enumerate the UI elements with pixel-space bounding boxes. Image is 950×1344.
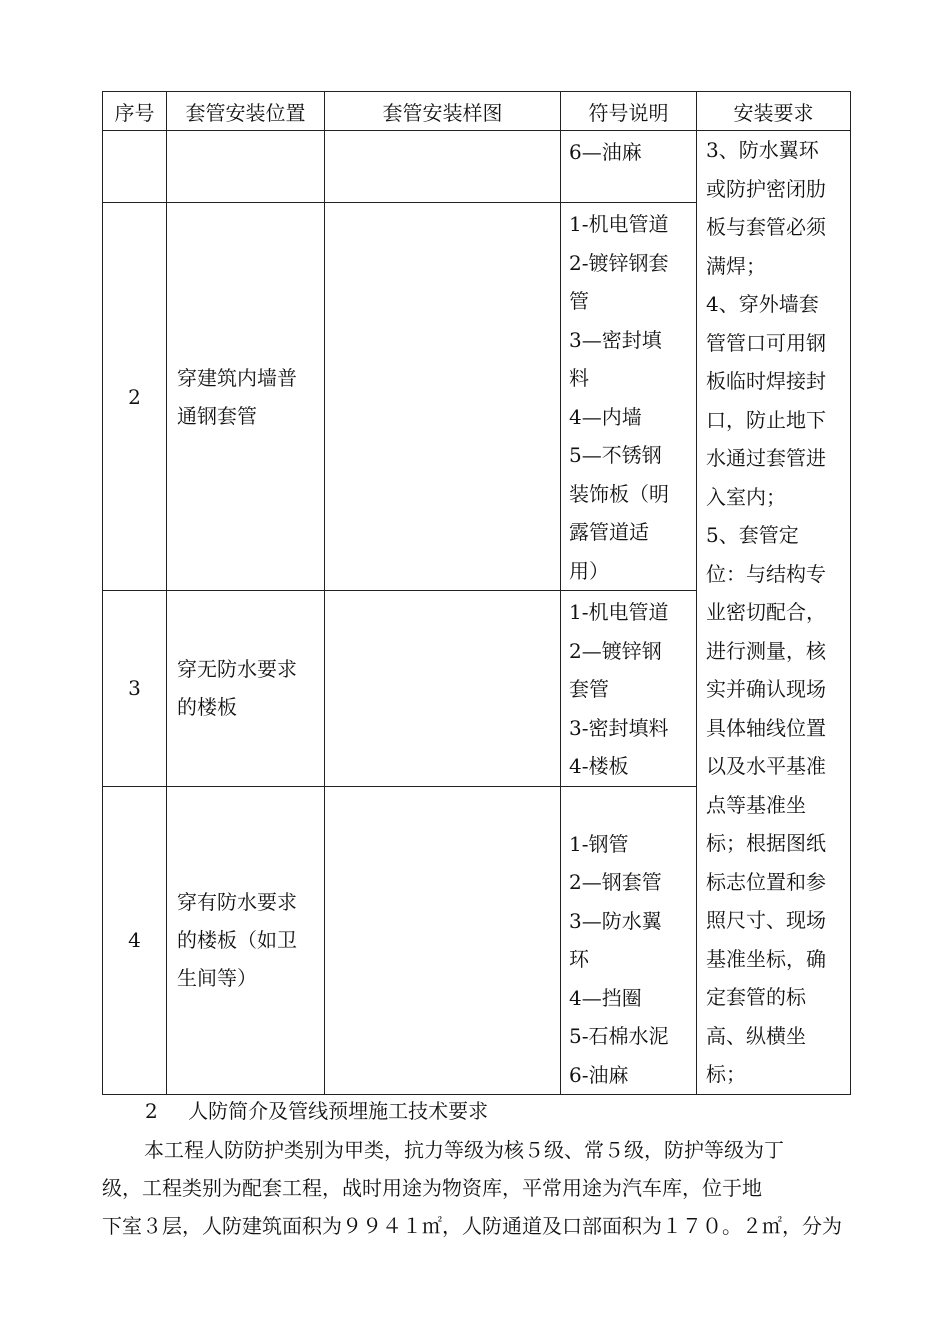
diagram-cell <box>325 591 561 787</box>
seq-cell: 4 <box>103 786 167 1095</box>
symbol-item: 4-楼板 <box>569 754 629 778</box>
symbol-item: 露管道适 <box>569 520 649 544</box>
location-line: 穿建筑内墙普 <box>177 365 297 390</box>
requirement-line: 高、纵横坐 <box>706 1023 806 1048</box>
requirement-line: 标志位置和参 <box>706 869 826 894</box>
symbol-item: 料 <box>569 366 589 390</box>
symbol-item: 3—防水翼 <box>569 908 662 933</box>
requirement-line: 3、防水翼环 <box>706 138 819 162</box>
requirement-line: 4、穿外墙套 <box>706 292 819 316</box>
symbol-item: 5—不锈钢 <box>569 443 662 467</box>
table-row <box>103 131 851 203</box>
body-paragraph-line: 下室３层，人防建筑面积为９９４１㎡，人防通道及口部面积为１７０。２㎡，分为 <box>102 1214 842 1238</box>
symbol-item: 3—密封填 <box>569 327 662 352</box>
symbols-cell <box>561 786 697 1095</box>
requirement-line: 业密切配合， <box>706 600 826 624</box>
location-cell <box>167 131 325 203</box>
symbol-item: 4—内墙 <box>569 404 642 429</box>
symbol-item: 3-密封填料 <box>569 715 669 740</box>
requirements-cell <box>697 131 851 1095</box>
requirement-line: 定套管的标 <box>706 985 806 1009</box>
requirement-line: 满焊； <box>706 253 766 278</box>
section-number: 2 <box>145 1099 158 1123</box>
symbol-item: 1-机电管道 <box>569 212 669 236</box>
diagram-cell <box>325 786 561 1095</box>
table-header-row <box>103 92 851 131</box>
requirement-line: 水通过套管进 <box>706 446 826 470</box>
location-line: 穿无防水要求 <box>177 657 297 682</box>
location-cell <box>167 786 325 1095</box>
header-location: 套管安装位置 <box>167 92 325 131</box>
requirement-line: 入室内； <box>706 484 786 509</box>
location-line: 生间等） <box>177 966 257 991</box>
location-line: 穿有防水要求 <box>177 890 297 915</box>
section-heading <box>145 1095 488 1124</box>
symbols-cell <box>561 203 697 591</box>
section-title: 人防简介及管线预埋施工技术要求 <box>188 1099 489 1123</box>
symbols-cell <box>561 131 697 203</box>
requirement-line: 进行测量，核 <box>706 638 826 663</box>
diagram-cell <box>325 203 561 591</box>
location-line: 通钢套管 <box>177 403 257 428</box>
requirement-line: 或防护密闭肋 <box>706 176 826 201</box>
body-paragraph-line: 本工程人防防护类别为甲类，抗力等级为核５级、常５级，防护等级为丁 <box>144 1138 784 1162</box>
location-line: 的楼板（如卫 <box>177 928 297 953</box>
requirement-line: 基准坐标，确 <box>706 946 826 971</box>
seq-cell <box>103 131 167 203</box>
symbol-item: 套管 <box>569 677 609 701</box>
sleeve-install-table <box>102 91 851 1095</box>
symbol-item: 6-油麻 <box>569 1062 629 1087</box>
requirement-line: 5、套管定 <box>706 523 799 547</box>
symbol-item: 管 <box>569 289 589 313</box>
symbol-item: 4—挡圈 <box>569 985 642 1010</box>
symbol-item: 2-镀锌钢套 <box>569 250 669 275</box>
location-cell <box>167 203 325 591</box>
requirement-line: 点等基准坐 <box>706 792 806 817</box>
header-diagram: 套管安装样图 <box>325 92 561 131</box>
diagram-cell <box>325 131 561 203</box>
symbol-item: 用） <box>569 558 609 583</box>
requirement-line: 位：与结构专 <box>706 561 826 586</box>
symbol-item: 装饰板（明 <box>569 481 669 506</box>
requirement-line: 板临时焊接封 <box>706 369 826 393</box>
location-cell <box>167 591 325 787</box>
symbol-item: 2—镀锌钢 <box>569 638 662 663</box>
location-line: 的楼板 <box>177 695 237 720</box>
requirement-line: 管管口可用钢 <box>706 330 826 355</box>
symbol-item: 2—钢套管 <box>569 870 662 894</box>
requirement-line: 标；根据图纸 <box>706 831 826 855</box>
seq-cell: 3 <box>103 591 167 787</box>
header-requirements: 安装要求 <box>697 92 851 131</box>
header-seq: 序号 <box>103 92 167 131</box>
symbol-item: 1-钢管 <box>569 831 629 856</box>
symbol-item: 5-石棉水泥 <box>569 1024 669 1048</box>
seq-cell: 2 <box>103 203 167 591</box>
header-symbols: 符号说明 <box>561 92 697 131</box>
body-paragraph-line: 级，工程类别为配套工程，战时用途为物资库，平常用途为汽车库，位于地 <box>102 1176 762 1200</box>
requirement-line: 具体轴线位置 <box>706 715 826 740</box>
symbols-cell <box>561 591 697 787</box>
symbol-item: 环 <box>569 947 589 971</box>
requirement-line: 口，防止地下 <box>706 407 826 432</box>
symbol-item: 6—油麻 <box>569 140 642 164</box>
symbol-item: 1-机电管道 <box>569 600 669 624</box>
requirement-line: 实并确认现场 <box>706 677 826 701</box>
requirement-line: 板与套管必须 <box>706 215 826 239</box>
requirement-line: 以及水平基准 <box>706 754 826 778</box>
requirement-line: 标； <box>706 1062 746 1086</box>
requirement-line: 照尺寸、现场 <box>706 908 826 932</box>
